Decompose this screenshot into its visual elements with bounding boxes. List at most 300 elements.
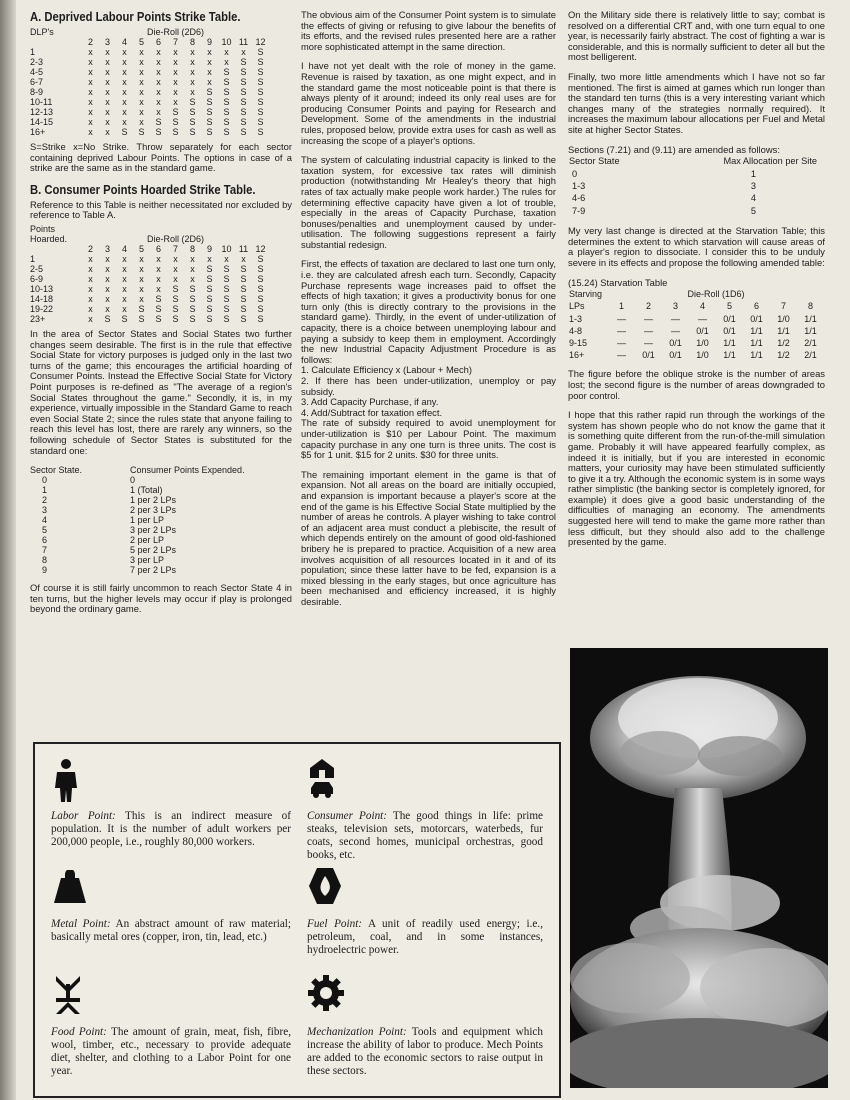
table-cell: x: [156, 87, 161, 97]
table-cell: x: [156, 77, 161, 87]
table-cell: —: [698, 313, 707, 324]
table-cell: x: [88, 57, 93, 67]
table-cell: S: [138, 303, 145, 314]
table-cell: S: [223, 313, 230, 324]
table-cell: x: [88, 273, 93, 284]
table-cell: x: [88, 127, 93, 137]
die-roll-col-header: 12: [255, 243, 266, 254]
table-cell: x: [88, 283, 93, 294]
worker-icon: [53, 758, 79, 802]
table-cell: x: [88, 77, 93, 87]
table-cell: S: [257, 253, 264, 264]
table-a-rowhead: DLP's: [30, 27, 54, 37]
starvation-col-header: 4: [699, 301, 705, 312]
table-cell: S: [172, 313, 179, 324]
table-cell: S: [155, 313, 162, 324]
table-cell: x: [122, 293, 127, 304]
table-cell: —: [644, 325, 653, 336]
table-row: [568, 205, 818, 217]
table-cell: —: [644, 313, 653, 324]
table-cell: x: [105, 87, 110, 97]
table-b: [30, 224, 269, 324]
table-row: [30, 117, 269, 127]
schedule-sector-state: 4: [42, 515, 48, 526]
die-roll-col-header: 12: [255, 37, 266, 47]
table-cell: S: [240, 97, 247, 107]
table-row: [30, 314, 269, 324]
table-cell: 1/1: [750, 350, 763, 361]
schedule-sector-state: 3: [42, 505, 48, 516]
table-cell: S: [257, 263, 264, 274]
row-label: 4-5: [30, 67, 44, 77]
row-label: 9-15: [569, 337, 588, 348]
table-cell: x: [139, 47, 144, 57]
table-cell: x: [122, 57, 127, 67]
table-cell: x: [88, 293, 93, 304]
table-cell: S: [240, 303, 247, 314]
table-cell: S: [172, 107, 179, 117]
starvation-title: (15.24) Starvation Table: [568, 276, 668, 288]
row-label: 10-11: [30, 97, 53, 107]
table-cell: 1/1: [723, 350, 736, 361]
table-cell: S: [206, 107, 213, 117]
table-cell: x: [105, 117, 110, 127]
table-cell: S: [257, 313, 264, 324]
table-cell: x: [122, 47, 127, 57]
flame-icon: [307, 866, 343, 906]
glossary-term: Fuel Point:: [307, 918, 363, 930]
col2-paragraph-2: I have not yet dealt with the role of money in the game. Revenue is raised by taxation, as one might expect, and in the standard game the most noticeable point is that there is always plenty of it around; indeed its only real uses are for producing Consumer Points and paying for Research and Development. Some of the amendments in the industrial rules, proposed below, provide extra uses for cash as well as increasing the scope of a player's options.: [301, 60, 556, 146]
row-label: 19-22: [30, 303, 54, 314]
table-cell: 1/1: [750, 325, 763, 336]
glossary-entry-metal: [51, 918, 291, 944]
table-cell: S: [189, 117, 196, 127]
table-cell: S: [240, 87, 247, 97]
column-2: [301, 10, 556, 616]
table-cell: x: [105, 263, 110, 274]
table-cell: S: [240, 263, 247, 274]
table-cell: S: [155, 293, 162, 304]
game-terms-glossary-box: [33, 742, 561, 1098]
table-cell: S: [257, 97, 264, 107]
allocation-max: 4: [750, 193, 756, 204]
starvation-col-header: 1: [618, 301, 624, 312]
table-cell: S: [257, 87, 264, 97]
table-cell: x: [105, 303, 110, 314]
table-row: [30, 107, 269, 117]
col2-paragraph-5: The rate of subsidy required to avoid unemployment for under-utilization is $10 per Labour Point. The maximum capacity purchase in any one turn is three units. The cost is $5 for 1 unit. $15 for 2 units. $30 for three units.: [301, 417, 556, 461]
row-label: 2-3: [30, 57, 44, 67]
table-cell: x: [156, 273, 161, 284]
col3-paragraph-3: My very last change is directed at the Starvation Table; this determines the extent to which starvation will cause areas of a player's region to dissociate. I consider this to be unduly severe in its effects and propose the following amended table:: [568, 225, 825, 268]
table-row: [568, 168, 818, 180]
table-cell: x: [88, 97, 93, 107]
allocation-max: 1: [750, 168, 756, 179]
table-cell: x: [88, 117, 93, 127]
col2-paragraph-6: The remaining important element in the game is that of expansion. Not all areas on the board are initially occupied, and expansion is important because a player's score at the end of the game is his Effective Social State multiplied by the number of areas he controls. A player wishing to take control of an adjacent area must conduct a plebiscite, the result of which depends entirely on the amount of good old-fashioned bribery he is prepared to practice. Acquisition of a new area involves acquisition of all resources located in it and of its population; since these latter have to be fed, expansion is a mixed blessing in the early stages, but once agriculture has been mechanised and efficiency increased, it is highly desirable.: [301, 468, 556, 607]
table-cell: S: [155, 303, 162, 314]
row-label: 16+: [30, 127, 46, 137]
table-cell: x: [173, 273, 178, 284]
schedule-sector-state: 0: [42, 475, 48, 486]
starvation-head-starving: Starving: [569, 289, 603, 300]
table-row: [30, 545, 245, 555]
die-roll-col-header: 6: [155, 37, 161, 47]
table-row: [30, 264, 269, 274]
col3-paragraph-4: The figure before the oblique stroke is the number of areas lost; the second figure is the number of areas downgraded to poor control.: [568, 368, 825, 401]
table-cell: x: [224, 253, 229, 264]
table-cell: S: [223, 87, 230, 97]
table-cell: x: [139, 87, 144, 97]
row-label: 8-9: [30, 87, 44, 97]
table-row: [30, 495, 245, 505]
table-cell: x: [190, 67, 195, 77]
die-roll-col-header: 7: [172, 243, 178, 254]
table-cell: S: [223, 117, 230, 127]
table-row: [30, 485, 245, 495]
table-cell: x: [173, 57, 178, 67]
table-cell: x: [190, 87, 195, 97]
schedule-sector-state: 2: [42, 495, 48, 506]
schedule-consumer-points: 2 per LP: [130, 535, 165, 546]
row-label: 14-15: [30, 117, 54, 127]
table-cell: S: [240, 127, 247, 137]
table-cell: x: [105, 107, 110, 117]
table-cell: S: [206, 263, 213, 274]
table-row: [30, 57, 269, 67]
die-roll-col-header: 7: [172, 37, 178, 47]
table-cell: S: [189, 293, 196, 304]
table-cell: x: [88, 67, 93, 77]
glossary-entry-fuel: [307, 918, 543, 957]
starvation-head-lps: LPs: [569, 301, 585, 312]
allocation-sector-state: 7-9: [572, 205, 586, 216]
table-cell: S: [206, 283, 213, 294]
table-cell: 1/0: [696, 350, 709, 361]
column-3: [568, 10, 825, 557]
table-cell: S: [257, 283, 264, 294]
table-cell: x: [88, 107, 93, 117]
table-cell: x: [139, 293, 144, 304]
schedule-consumer-points: 0: [130, 475, 136, 486]
row-label: 16+: [569, 350, 585, 361]
table-cell: S: [172, 303, 179, 314]
glossary-term: Labor Point:: [51, 810, 116, 822]
table-cell: S: [223, 273, 230, 284]
allocation-max: 3: [750, 180, 756, 191]
table-cell: S: [155, 117, 162, 127]
table-cell: x: [105, 253, 110, 264]
table-cell: x: [105, 127, 110, 137]
col3-paragraph-5: I hope that this rather rapid run through the workings of the system has shown people who do not know the game that it is something quite different from the run-of-the-mill simulation game. Probably it will have appeared fearfully complex, as indeed it is initially, but if you are interested in economic matters, your curiosity may have been stimulated sufficiently to give it a try. Although the economic system is in some ways rather simplistic (the banking sector is completely ignored, for example) it does give a good basic understanding of the difficulties of managing an economy. The amendments suggested here will tend to make the game more rather than less difficult, but they should also add to the challenge presented by the game.: [568, 409, 825, 548]
table-cell: x: [207, 67, 212, 77]
die-roll-col-header: 11: [238, 37, 249, 47]
table-cell: x: [156, 263, 161, 274]
table-cell: x: [139, 67, 144, 77]
table-cell: x: [105, 293, 110, 304]
table-cell: S: [223, 107, 230, 117]
allocation-intro: Sections (7.21) and (9.11) are amended as follows:: [568, 143, 780, 155]
table-cell: —: [671, 325, 680, 336]
table-row: [30, 505, 245, 515]
table-cell: x: [156, 253, 161, 264]
table-b-title: B. Consumer Points Hoarded Strike Table.: [30, 182, 256, 197]
table-cell: x: [122, 77, 127, 87]
table-cell: S: [257, 293, 264, 304]
table-cell: x: [105, 283, 110, 294]
col3-paragraph-1: On the Military side there is relatively little to say; combat is resolved on a differential CRT and, with one turn equal to one year, is necessarily fairly abstract. The cost of fighting a war is considerable, and this is normally sufficient to deter all but the most belligerent.: [568, 9, 825, 63]
table-cell: x: [190, 47, 195, 57]
schedule-consumer-points: 7 per 2 LPs: [130, 565, 177, 576]
col2-paragraph-3: The system of calculating industrial capacity is linked to the taxation system, for excessive tax rates will diminish production (notwithstanding Mr Healey's theory that high rates of tax actually make people work harder.) The rules for determining effective capacity have given a lot of trouble, especially in the areas of Capacity Purchase, taxation bonuses/penalties and unemployment caused by under-utilisation. The following suggestions represent a fairly substantial redesign.: [301, 154, 556, 250]
table-cell: x: [105, 67, 110, 77]
table-cell: 1/2: [777, 337, 790, 348]
allocation-sector-state: 0: [572, 168, 578, 179]
table-row: [568, 313, 824, 325]
table-cell: x: [139, 263, 144, 274]
starvation-col-header: 8: [807, 301, 813, 312]
table-cell: x: [207, 77, 212, 87]
schedule-consumer-points: 1 (Total): [130, 485, 163, 496]
table-row: [568, 337, 824, 349]
table-cell: S: [240, 57, 247, 67]
table-row: [30, 475, 245, 485]
schedule-sector-state: 7: [42, 545, 48, 556]
table-cell: x: [156, 107, 161, 117]
glossary-entry-labor: [51, 810, 291, 849]
row-label: 2-5: [30, 263, 44, 274]
table-cell: S: [138, 313, 145, 324]
starvation-col-headers: [568, 300, 824, 312]
table-cell: S: [138, 127, 145, 137]
table-a-col-headers: [30, 37, 269, 47]
table-cell: x: [122, 67, 127, 77]
table-cell: 1/1: [804, 325, 817, 336]
table-cell: S: [189, 283, 196, 294]
table-cell: x: [224, 47, 229, 57]
table-cell: x: [122, 87, 127, 97]
table-cell: x: [207, 47, 212, 57]
schedule-sector-state: 9: [42, 565, 48, 576]
glossary-entry-mechanization: [307, 1026, 543, 1078]
table-row: [568, 349, 824, 361]
table-cell: x: [190, 57, 195, 67]
row-label: 10-13: [30, 283, 54, 294]
table-cell: x: [139, 77, 144, 87]
table-cell: x: [122, 263, 127, 274]
col2-paragraph-1: The obvious aim of the Consumer Point system is to simulate the effects of giving or refusing to give labour the benefits of its efforts, and the revised rules presented here are a rather more sophisticated attempt in the same direction.: [301, 9, 556, 52]
table-row: [30, 294, 269, 304]
starvation-head-die: Die-Roll (1D6): [687, 289, 745, 300]
starvation-col-header: 3: [672, 301, 678, 312]
weight-icon: [53, 870, 87, 904]
table-cell: x: [173, 77, 178, 87]
table-cell: x: [88, 47, 93, 57]
glossary-definition: This is an indirect measure of population. It is the number of adult workers per 200,000 people, i.e., roughly 80,000 workers.: [51, 810, 291, 848]
table-cell: S: [104, 313, 111, 324]
table-cell: S: [257, 57, 264, 67]
die-roll-col-header: 2: [87, 37, 93, 47]
wheat-icon: [53, 974, 83, 1014]
table-cell: x: [88, 253, 93, 264]
table-cell: S: [240, 293, 247, 304]
column-1: [30, 10, 292, 624]
table-cell: 1/1: [804, 313, 817, 324]
table-cell: S: [223, 283, 230, 294]
table-cell: S: [257, 77, 264, 87]
glossary-entry-food: [51, 1026, 291, 1078]
table-cell: S: [189, 313, 196, 324]
table-row: [30, 515, 245, 525]
table-cell: S: [206, 127, 213, 137]
row-label: 4-8: [569, 325, 583, 336]
table-cell: S: [223, 77, 230, 87]
col3-paragraph-2: Finally, two more little amendments which I have not so far mentioned. The first is aimed at games which run longer than the standard ten turns (this is a very interesting variant which changes many of the strategies normally required). It increases the maximum labour allocations per Fuel and Metal site at higher Sector States.: [568, 70, 825, 135]
table-cell: —: [617, 337, 626, 348]
table-cell: x: [224, 57, 229, 67]
starvation-col-header: 2: [645, 301, 651, 312]
row-label: 6-9: [30, 273, 44, 284]
table-row: [30, 77, 269, 87]
table-cell: 1/2: [777, 350, 790, 361]
table-cell: x: [207, 253, 212, 264]
die-roll-col-header: 8: [189, 243, 195, 254]
table-row: [30, 284, 269, 294]
table-a-diehead: Die-Roll (2D6): [146, 27, 204, 37]
table-cell: —: [671, 313, 680, 324]
table-cell: x: [122, 117, 127, 127]
table-cell: x: [156, 47, 161, 57]
die-roll-col-header: 11: [238, 243, 249, 254]
table-row: [30, 127, 269, 137]
glossary-definition: Tools and equipment which increase the ability of labor to produce. Mech Points are added to the economic sectors to raise output in these sectors.: [307, 1026, 543, 1077]
table-cell: S: [257, 67, 264, 77]
table-cell: x: [190, 77, 195, 87]
table-cell: S: [223, 263, 230, 274]
table-cell: x: [156, 67, 161, 77]
table-cell: S: [240, 77, 247, 87]
table-a: [30, 27, 269, 137]
table-cell: —: [617, 313, 626, 324]
table-cell: S: [223, 97, 230, 107]
table-cell: 0/1: [723, 313, 736, 324]
table-cell: x: [105, 273, 110, 284]
table-row: [30, 525, 245, 535]
table-cell: x: [173, 263, 178, 274]
table-cell: x: [105, 57, 110, 67]
die-roll-col-header: 3: [104, 243, 110, 254]
table-cell: x: [190, 253, 195, 264]
table-cell: x: [105, 97, 110, 107]
table-cell: S: [189, 107, 196, 117]
mushroom-cloud-illustration: [570, 648, 828, 1088]
table-cell: 1/1: [750, 337, 763, 348]
table-cell: S: [240, 117, 247, 127]
table-cell: x: [190, 263, 195, 274]
row-label: 12-13: [30, 107, 54, 117]
allocation-sector-state: 4-6: [572, 193, 586, 204]
die-roll-col-header: 5: [138, 243, 144, 254]
schedule-head-consumer: Consumer Points Expended.: [130, 465, 245, 476]
table-cell: S: [240, 273, 247, 284]
procedure-step: 4. Add/Subtract for taxation effect.: [301, 406, 443, 418]
mushroom-cloud-photo: [570, 648, 828, 1088]
table-cell: S: [257, 47, 264, 57]
table-cell: 0/1: [696, 325, 709, 336]
table-row: [30, 87, 269, 97]
die-roll-col-header: 9: [206, 37, 212, 47]
procedure-step: 1. Calculate Efficiency x (Labour + Mech): [301, 364, 473, 376]
table-cell: x: [190, 273, 195, 284]
allocation-max: 5: [750, 205, 756, 216]
table-cell: x: [88, 303, 93, 314]
glossary-definition: The amount of grain, meat, fish, fibre, wool, timber, etc., necessary to provide adequate diet, shelter, and clothing to a Labor Point for one year.: [51, 1026, 291, 1077]
table-cell: 1/0: [696, 337, 709, 348]
table-cell: S: [206, 313, 213, 324]
row-label: 6-7: [30, 77, 44, 87]
table-cell: x: [88, 313, 93, 324]
table-cell: S: [257, 127, 264, 137]
table-a-title: A. Deprived Labour Points Strike Table.: [30, 10, 241, 24]
table-cell: x: [156, 57, 161, 67]
table-cell: S: [189, 303, 196, 314]
table-row: [30, 67, 269, 77]
row-label: 1-3: [569, 313, 583, 324]
table-cell: S: [257, 303, 264, 314]
gear-icon: [307, 974, 345, 1012]
table-cell: S: [206, 273, 213, 284]
table-cell: S: [223, 303, 230, 314]
table-cell: S: [155, 127, 162, 137]
table-cell: S: [189, 97, 196, 107]
table-cell: 0/1: [750, 313, 763, 324]
table-cell: x: [139, 57, 144, 67]
table-cell: S: [240, 283, 247, 294]
table-row: [30, 274, 269, 284]
glossary-term: Food Point:: [51, 1026, 107, 1038]
glossary-term: Consumer Point:: [307, 810, 388, 822]
table-cell: x: [122, 303, 127, 314]
table-row: [30, 97, 269, 107]
die-roll-col-header: 9: [206, 243, 212, 254]
table-cell: —: [617, 350, 626, 361]
table-row: [30, 47, 269, 57]
course-paragraph: Of course it is still fairly uncommon to reach Sector State 4 in ten turns, but the higher levels may occur if play is prolonged beyond the ordinary game.: [30, 582, 292, 615]
table-cell: 1/0: [777, 313, 790, 324]
table-cell: S: [240, 67, 247, 77]
table-cell: x: [139, 117, 144, 127]
schedule-consumer-points: 3 per LP: [130, 555, 165, 566]
row-label: 23+: [30, 313, 46, 324]
schedule-consumer-points: 1 per 2 LPs: [130, 495, 177, 506]
table-cell: 1/1: [777, 325, 790, 336]
table-b-rowhead-2: Hoarded.: [30, 233, 68, 244]
schedule-consumer-points: 2 per 3 LPs: [130, 505, 177, 516]
table-cell: S: [206, 293, 213, 304]
col2-paragraph-4: First, the effects of taxation are declared to last one turn only, i.e. they are calculated afresh each turn. Secondly, Capacity Purchase represents wage increases paid to offset the effects of high taxation; it gives a productivity bonus for one turn only (this is directly contrary to the provisions in the standard game). Thirdly, in the event of under-utilization of capacity, there is a choice between unemploying labour and paying a subsidy to keep them in employment. Accordingly the new Industrial Capacity Adjustment Procedure is as follows:: [301, 258, 556, 365]
die-roll-col-header: 8: [189, 37, 195, 47]
schedule-consumer-points: 3 per 2 LPs: [130, 525, 177, 536]
table-b-intro: Reference to this Table is neither necessitated nor excluded by reference to Table A.: [30, 198, 292, 221]
die-roll-col-header: 4: [121, 243, 127, 254]
sector-state-paragraph: In the area of Sector States and Social States two further changes seem desirable. The first is in the rule that effective Social State for victory purposes is judged only in the last two turns of the game; this encourages the artificial hoarding of Consumer Points. Instead the Effective Social State for Victory Point purposes is re-defined as "The average of a region's Social States throughout the game." Secondly, it is, in my experience, virtually impossible in the Standard Game to reach even Social State 2; since the rules state that anyone failing to reach this level has lost, there are rarely any winners, so the following schedule of Sector States is substituted for the standard one:: [30, 327, 292, 456]
table-cell: S: [172, 117, 179, 127]
table-cell: 0/1: [723, 325, 736, 336]
table-cell: —: [644, 337, 653, 348]
table-cell: 0/1: [669, 337, 682, 348]
table-b-rowhead-1: Points: [30, 223, 56, 234]
table-cell: x: [173, 87, 178, 97]
